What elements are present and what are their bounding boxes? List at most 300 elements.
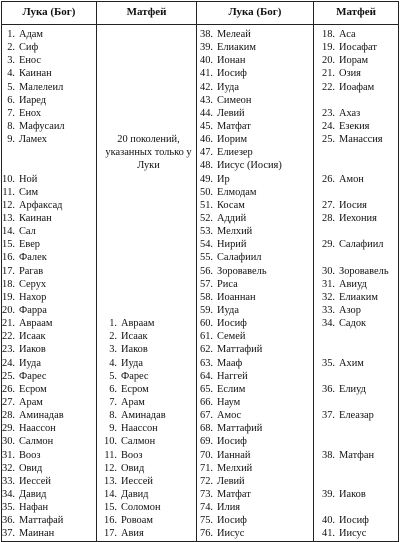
- ancestor-name: Иуда: [19, 357, 41, 369]
- list-item: [320, 422, 398, 435]
- generation-number: 17.: [104, 528, 117, 540]
- body-row: [2, 25, 399, 542]
- generation-number: 15.: [2, 239, 15, 251]
- generation-number: 30.: [2, 436, 15, 448]
- list-item: [320, 409, 398, 422]
- generation-number: 23.: [2, 344, 15, 356]
- ancestor-name: Иессей: [19, 475, 51, 487]
- list-item: [200, 146, 313, 159]
- list-item: [200, 435, 313, 448]
- ancestor-name: Ахаз: [339, 107, 361, 119]
- ancestor-name: Авия: [121, 528, 144, 540]
- ancestor-name: Иаред: [19, 94, 47, 106]
- blank-line: [101, 120, 196, 133]
- list-item: [2, 304, 96, 317]
- ancestor-name: Евер: [19, 239, 40, 251]
- list-item: [101, 422, 196, 435]
- list-item: [320, 291, 398, 304]
- list-item: [2, 251, 96, 264]
- list-item: [200, 238, 313, 251]
- ancestor-name: Нирий: [217, 239, 247, 251]
- ancestor-name: Иосиф: [217, 68, 247, 80]
- ancestor-name: Фарра: [19, 304, 47, 316]
- generation-number: 7.: [7, 107, 15, 119]
- ancestor-name: Исаак: [121, 331, 148, 343]
- ancestor-name: Иосафат: [339, 42, 377, 54]
- list-item: [320, 370, 398, 383]
- generation-number: 36.: [2, 515, 15, 527]
- header-luke: Лука (Бог): [2, 2, 97, 25]
- list-item: [200, 94, 313, 107]
- list-item: [320, 462, 398, 475]
- generation-number: 19.: [322, 42, 335, 54]
- ancestor-name: Амон: [339, 173, 364, 185]
- ancestor-name: Езекия: [339, 120, 370, 132]
- list-item: [200, 291, 313, 304]
- list-item: [200, 357, 313, 370]
- generation-number: 27.: [322, 199, 335, 211]
- list-item: [101, 527, 196, 540]
- generation-number: 52.: [200, 212, 213, 224]
- list-item: [200, 54, 313, 67]
- ancestor-name: Аса: [339, 29, 356, 40]
- list-item: [2, 133, 96, 146]
- ancestor-name: Ахим: [339, 357, 364, 369]
- ancestor-name: Наггей: [217, 370, 248, 382]
- list-item: [2, 514, 96, 527]
- list-item: [101, 383, 196, 396]
- blank-line: [101, 67, 196, 80]
- ancestor-name: Овид: [121, 462, 145, 474]
- generation-number: 37.: [322, 410, 335, 422]
- ancestor-name: Авраам: [121, 318, 155, 330]
- generation-number: 33.: [322, 304, 335, 316]
- generation-number: 55.: [200, 252, 213, 264]
- list-item: [200, 107, 313, 120]
- list-item: [2, 291, 96, 304]
- generation-number: 40.: [322, 515, 335, 527]
- header-matthew-2: Матфей: [314, 2, 399, 25]
- blank-line: [101, 225, 196, 238]
- list-item: [320, 527, 398, 540]
- ancestor-name: Риса: [217, 278, 238, 290]
- list-item: [320, 67, 398, 80]
- generation-number: 13.: [2, 212, 15, 224]
- ancestor-name: Ионан: [217, 55, 246, 67]
- ancestor-name: Иорам: [339, 55, 369, 67]
- list-item: [320, 238, 398, 251]
- list-item: [200, 396, 313, 409]
- list-item: [200, 186, 313, 199]
- ancestor-name: Наум: [217, 396, 241, 408]
- ancestor-name: Маттафий: [217, 344, 263, 356]
- generation-number: 34.: [2, 488, 15, 500]
- generation-number: 76.: [200, 528, 213, 540]
- header-matthew: Матфей: [97, 2, 197, 25]
- ancestor-name: Вооз: [19, 449, 41, 461]
- list-item: [101, 488, 196, 501]
- ancestor-name: Рагав: [19, 265, 44, 277]
- ancestor-name: Иаков: [121, 344, 148, 356]
- list-item: [200, 304, 313, 317]
- list-item: [101, 330, 196, 343]
- ancestor-name: Аминадав: [19, 410, 64, 422]
- generation-number: 50.: [200, 186, 213, 198]
- generation-number: 29.: [2, 423, 15, 435]
- list-item: [2, 422, 96, 435]
- matthew-column-2: [314, 25, 399, 542]
- luke-column-1: [2, 25, 97, 542]
- generation-number: 38.: [322, 449, 335, 461]
- generation-number: 21.: [322, 68, 335, 80]
- list-item: [200, 278, 313, 291]
- list-item: [2, 317, 96, 330]
- list-item: [320, 173, 398, 186]
- generation-number: 41.: [200, 68, 213, 80]
- list-item: [320, 133, 398, 146]
- generation-number: 57.: [200, 278, 213, 290]
- generation-number: 9.: [109, 423, 117, 435]
- list-item: [2, 265, 96, 278]
- ancestor-name: Салафиил: [339, 239, 384, 251]
- generation-number: 10.: [2, 173, 15, 185]
- ancestor-name: Исаак: [19, 331, 46, 343]
- ancestor-name: Давид: [121, 488, 149, 500]
- generation-number: 44.: [200, 107, 213, 119]
- ancestor-name: Нафан: [19, 502, 49, 514]
- list-item: [2, 278, 96, 291]
- list-item: [200, 133, 313, 146]
- list-item: [200, 41, 313, 54]
- blank-line: [101, 265, 196, 278]
- ancestor-name: Иосиф: [217, 318, 247, 330]
- generation-number: 64.: [200, 370, 213, 382]
- ancestor-name: Левий: [217, 475, 245, 487]
- list-item: [101, 396, 196, 409]
- blank-line: [101, 278, 196, 291]
- generation-number: 11.: [104, 449, 117, 461]
- list-item: [200, 199, 313, 212]
- generation-number: 4.: [109, 357, 117, 369]
- blank-line: [101, 54, 196, 67]
- ancestor-name: Еслим: [217, 383, 246, 395]
- list-item: [200, 317, 313, 330]
- list-item: [320, 199, 398, 212]
- ancestor-name: Иосиф: [339, 515, 369, 527]
- ancestor-name: Иосия: [339, 199, 367, 211]
- blank-line: [101, 81, 196, 94]
- list-item: [2, 488, 96, 501]
- generation-number: 11.: [2, 186, 15, 198]
- ancestor-name: Матфат: [217, 120, 251, 132]
- list-item: [101, 435, 196, 448]
- list-item: [101, 475, 196, 488]
- list-item: [2, 462, 96, 475]
- list-item: [200, 330, 313, 343]
- generation-number: 10.: [104, 436, 117, 448]
- ancestor-name: Иорим: [217, 134, 248, 146]
- list-item: [2, 120, 96, 133]
- list-item: [200, 225, 313, 238]
- list-item: [320, 396, 398, 409]
- generation-number: 18.: [322, 29, 335, 40]
- matthew-column-1: [97, 25, 197, 542]
- ancestor-name: Иисус: [339, 528, 367, 540]
- list-item: [320, 159, 398, 172]
- blank-line: [101, 291, 196, 304]
- generation-number: 68.: [200, 423, 213, 435]
- list-item: [320, 146, 398, 159]
- list-item: [320, 475, 398, 488]
- ancestor-name: Фарес: [121, 370, 149, 382]
- list-item: [101, 317, 196, 330]
- list-item: [101, 514, 196, 527]
- list-item: [320, 449, 398, 462]
- generation-number: 16.: [104, 515, 117, 527]
- generation-number: 60.: [200, 318, 213, 330]
- list-item: [320, 41, 398, 54]
- list-item: [2, 67, 96, 80]
- generation-number: 75.: [200, 515, 213, 527]
- list-item: [200, 501, 313, 514]
- list-item: [2, 41, 96, 54]
- list-item: [200, 173, 313, 186]
- ancestor-name: Каинан: [19, 212, 52, 224]
- list-item: [2, 409, 96, 422]
- ancestor-name: Иаков: [19, 344, 46, 356]
- ancestor-name: Иосиф: [217, 515, 247, 527]
- generation-number: 5.: [109, 370, 117, 382]
- ancestor-name: Иоафам: [339, 81, 375, 93]
- list-item: [200, 265, 313, 278]
- ancestor-name: Иисус: [217, 528, 245, 540]
- ancestor-name: Иехония: [339, 212, 377, 224]
- ancestor-name: Симеон: [217, 94, 252, 106]
- list-item: [200, 488, 313, 501]
- list-item: [320, 304, 398, 317]
- generation-number: 71.: [200, 462, 213, 474]
- generation-number: 8.: [7, 120, 15, 132]
- list-item: [320, 107, 398, 120]
- generation-number: 35.: [322, 357, 335, 369]
- ancestor-name: Елмодам: [217, 186, 257, 198]
- ancestor-name: Маттафай: [19, 515, 64, 527]
- ancestor-name: Соломон: [121, 502, 161, 514]
- ancestor-name: Иосиф: [217, 436, 247, 448]
- list-item: [200, 159, 313, 172]
- list-item: [200, 409, 313, 422]
- list-item: [320, 278, 398, 291]
- list-item: [200, 449, 313, 462]
- ancestor-name: Иаков: [339, 488, 366, 500]
- generation-number: 3.: [109, 344, 117, 356]
- list-item: [320, 435, 398, 448]
- generation-number: 51.: [200, 199, 213, 211]
- generation-number: 73.: [200, 488, 213, 500]
- list-item: [2, 146, 96, 159]
- ancestor-name: Арам: [19, 396, 43, 408]
- ancestor-name: Елеазар: [339, 410, 374, 422]
- list-item: [101, 501, 196, 514]
- ancestor-name: Мелхий: [217, 462, 253, 474]
- generation-number: 22.: [2, 331, 15, 343]
- generation-number: 31.: [2, 449, 15, 461]
- generation-number: 18.: [2, 278, 15, 290]
- list-item: [320, 251, 398, 264]
- ancestor-name: Есром: [19, 383, 47, 395]
- blank-line: [101, 238, 196, 251]
- list-item: [320, 343, 398, 356]
- generation-number: 53.: [200, 226, 213, 238]
- ancestor-name: Фарес: [19, 370, 47, 382]
- generation-number: 4.: [7, 68, 15, 80]
- list-item: [2, 370, 96, 383]
- header-row: [2, 2, 399, 25]
- generation-number: 56.: [200, 265, 213, 277]
- generation-number: 6.: [7, 94, 15, 106]
- list-item: [2, 199, 96, 212]
- generation-number: 12.: [104, 462, 117, 474]
- blank-line: [101, 94, 196, 107]
- generation-number: 14.: [2, 226, 15, 238]
- ancestor-name: Енох: [19, 107, 42, 119]
- generation-number: 47.: [200, 147, 213, 159]
- ancestor-name: Нахор: [19, 291, 47, 303]
- header-luke-2: Лука (Бог): [197, 2, 314, 25]
- generation-number: 46.: [200, 134, 213, 146]
- ancestor-name: Иуда: [217, 81, 239, 93]
- list-item: [200, 383, 313, 396]
- ancestor-name: Серух: [19, 278, 47, 290]
- generation-number: 70.: [200, 449, 213, 461]
- generation-number: 62.: [200, 344, 213, 356]
- ancestor-name: Авиуд: [339, 278, 367, 290]
- blank-line: [101, 212, 196, 225]
- list-item: [2, 225, 96, 238]
- ancestor-name: Матфат: [217, 488, 251, 500]
- generation-number: 65.: [200, 383, 213, 395]
- generation-number: 49.: [200, 173, 213, 185]
- generation-number: 3.: [7, 55, 15, 67]
- ancestor-name: Маинан: [19, 528, 55, 540]
- list-item: [101, 462, 196, 475]
- luke-column-2: [197, 25, 314, 542]
- generation-number: 24.: [322, 120, 335, 132]
- ancestor-name: Озия: [339, 68, 361, 80]
- blank-line: [101, 186, 196, 199]
- blank-line: [101, 304, 196, 317]
- list-item: [101, 343, 196, 356]
- generation-number: 28.: [322, 212, 335, 224]
- list-item: [320, 357, 398, 370]
- ancestor-name: Елиаким: [339, 291, 378, 303]
- list-item: [200, 527, 313, 540]
- ancestor-name: Зоровавель: [339, 265, 389, 277]
- ancestor-name: Каинан: [19, 68, 52, 80]
- list-item: [2, 396, 96, 409]
- list-item: [320, 317, 398, 330]
- generation-number: 28.: [2, 410, 15, 422]
- list-item: [200, 212, 313, 225]
- list-item: [200, 422, 313, 435]
- generation-number: 15.: [104, 502, 117, 514]
- generation-number: 26.: [322, 173, 335, 185]
- generation-number: 38.: [200, 29, 213, 40]
- generation-number: 14.: [104, 488, 117, 500]
- list-item: [2, 501, 96, 514]
- generation-number: 29.: [322, 239, 335, 251]
- generation-number: 32.: [322, 291, 335, 303]
- list-item: [200, 28, 313, 41]
- list-item: [101, 409, 196, 422]
- ancestor-name: Есром: [121, 383, 149, 395]
- list-item: [320, 501, 398, 514]
- list-item: [101, 357, 196, 370]
- generation-number: 31.: [322, 278, 335, 290]
- ancestor-name: Матфан: [339, 449, 375, 461]
- generation-number: 37.: [2, 528, 15, 540]
- list-item: [101, 370, 196, 383]
- generation-number: 58.: [200, 291, 213, 303]
- list-item: [200, 120, 313, 133]
- list-item: [200, 343, 313, 356]
- ancestor-name: Салмон: [121, 436, 156, 448]
- list-item: [320, 81, 398, 94]
- generation-number: 23.: [322, 107, 335, 119]
- generation-number: 36.: [322, 383, 335, 395]
- ancestor-name: Иуда: [217, 304, 239, 316]
- ancestor-name: Азор: [339, 304, 361, 316]
- ancestor-name: Косам: [217, 199, 245, 211]
- generation-number: 67.: [200, 410, 213, 422]
- generation-number: 41.: [322, 528, 335, 540]
- luke-only-note: 20 поколений, указанных только у Луки: [105, 134, 192, 172]
- blank-line: [101, 41, 196, 54]
- ancestor-name: Сиф: [19, 42, 39, 54]
- list-item: [320, 514, 398, 527]
- list-item: [2, 435, 96, 448]
- generation-number: 20.: [2, 304, 15, 316]
- list-item: [2, 94, 96, 107]
- ancestor-name: Арфаксад: [19, 199, 63, 211]
- generation-number: 25.: [2, 370, 15, 382]
- list-item: [2, 81, 96, 94]
- list-item: [2, 330, 96, 343]
- list-item: [320, 120, 398, 133]
- generation-number: 7.: [109, 396, 117, 408]
- list-item: [200, 514, 313, 527]
- generation-number: 21.: [2, 318, 15, 330]
- generation-number: 30.: [322, 265, 335, 277]
- list-item: [200, 81, 313, 94]
- ancestor-name: Мафусаил: [19, 120, 65, 132]
- generation-number: 33.: [2, 475, 15, 487]
- generation-number: 12.: [2, 199, 15, 211]
- ancestor-name: Елиуд: [339, 383, 366, 395]
- ancestor-name: Иисус (Иосия): [217, 160, 282, 172]
- list-item: [200, 251, 313, 264]
- generation-number: 26.: [2, 383, 15, 395]
- generation-number: 19.: [2, 291, 15, 303]
- ancestor-name: Ровоам: [121, 515, 153, 527]
- ancestor-name: Амос: [217, 410, 242, 422]
- ancestor-name: Сал: [19, 226, 36, 238]
- generation-number: 39.: [322, 488, 335, 500]
- generation-number: 27.: [2, 396, 15, 408]
- list-item: [320, 186, 398, 199]
- generation-number: 25.: [322, 134, 335, 146]
- generation-number: 42.: [200, 81, 213, 93]
